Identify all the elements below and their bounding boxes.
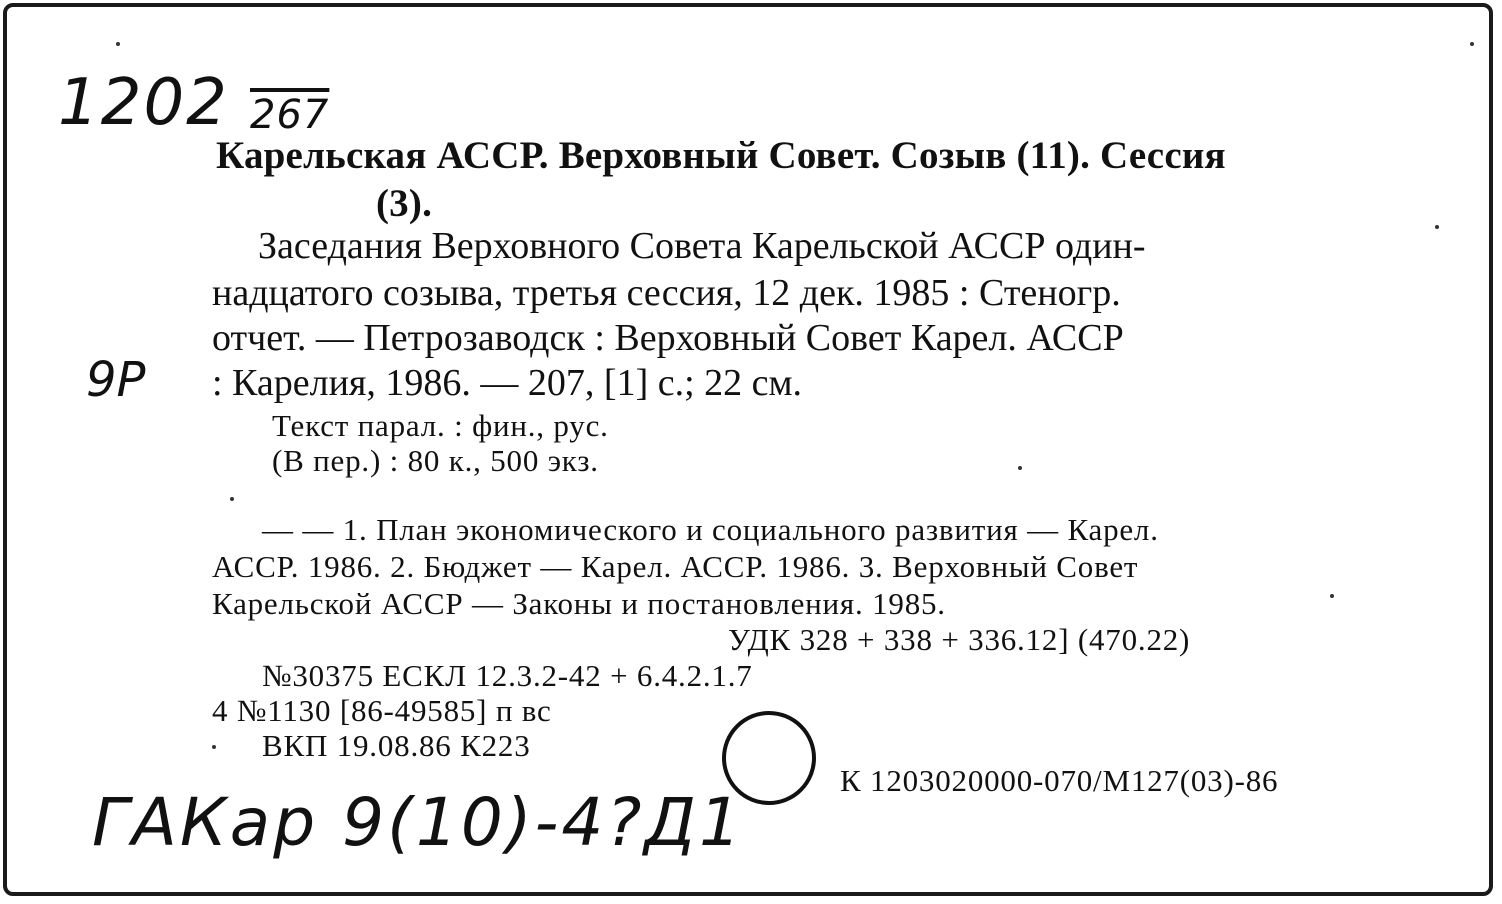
subjects-line-1: — — 1. План экономического и социального развития — Карел. <box>262 512 1159 547</box>
description-line-2: надцатого созыва, третья сессия, 12 дек. 1985 : Стеногр. <box>212 272 1121 314</box>
book-code: К 1203020000-070/М127(03)-86 <box>840 763 1279 798</box>
subjects-line-3: Карельской АССР — Законы и постановления. 1985. <box>212 586 946 621</box>
scan-speck <box>230 497 234 501</box>
escl-index: №30375 ЕСКЛ 12.3.2-42 + 6.4.2.1.7 <box>262 658 753 693</box>
scan-speck <box>116 42 120 46</box>
heading-line-2: (3). <box>376 182 433 225</box>
scan-speck <box>1330 594 1334 598</box>
udk-index: УДК 328 + 338 + 336.12] (470.22) <box>728 622 1191 657</box>
description-line-1: Заседания Верховного Совета Карельской АССР один- <box>258 225 1146 267</box>
description-line-3: отчет. — Петрозаводск : Верховный Совет Карел. АССР <box>212 317 1124 359</box>
handwritten-shelf-mark: ГАКар 9(10)-4?Д1 <box>92 784 744 861</box>
stamp-circle <box>722 711 816 805</box>
heading-line-1: Карельская АССР. Верховный Совет. Созыв (11). Сессия <box>216 134 1226 177</box>
scan-speck <box>1435 225 1439 229</box>
handwritten-mark: 9P <box>86 352 146 408</box>
handwritten-catalog-suffix: 267 <box>250 92 330 138</box>
handwritten-catalog-number: 1202 <box>58 66 229 140</box>
scan-speck <box>212 745 216 749</box>
vkp-stamp: ВКП 19.08.86 К223 <box>262 728 531 763</box>
description-line-4: : Карелия, 1986. — 207, [1] с.; 22 см. <box>212 362 803 404</box>
language-note: Текст парал. : фин., рус. <box>272 408 609 443</box>
price-note: (В пер.) : 80 к., 500 экз. <box>272 443 599 478</box>
record-number: 4 №1130 [86-49585] п вс <box>212 693 552 728</box>
subjects-line-2: АССР. 1986. 2. Бюджет — Карел. АССР. 1986. 3. Верховный Совет <box>212 549 1139 584</box>
scan-speck <box>1018 466 1022 470</box>
scan-speck <box>1470 42 1474 46</box>
